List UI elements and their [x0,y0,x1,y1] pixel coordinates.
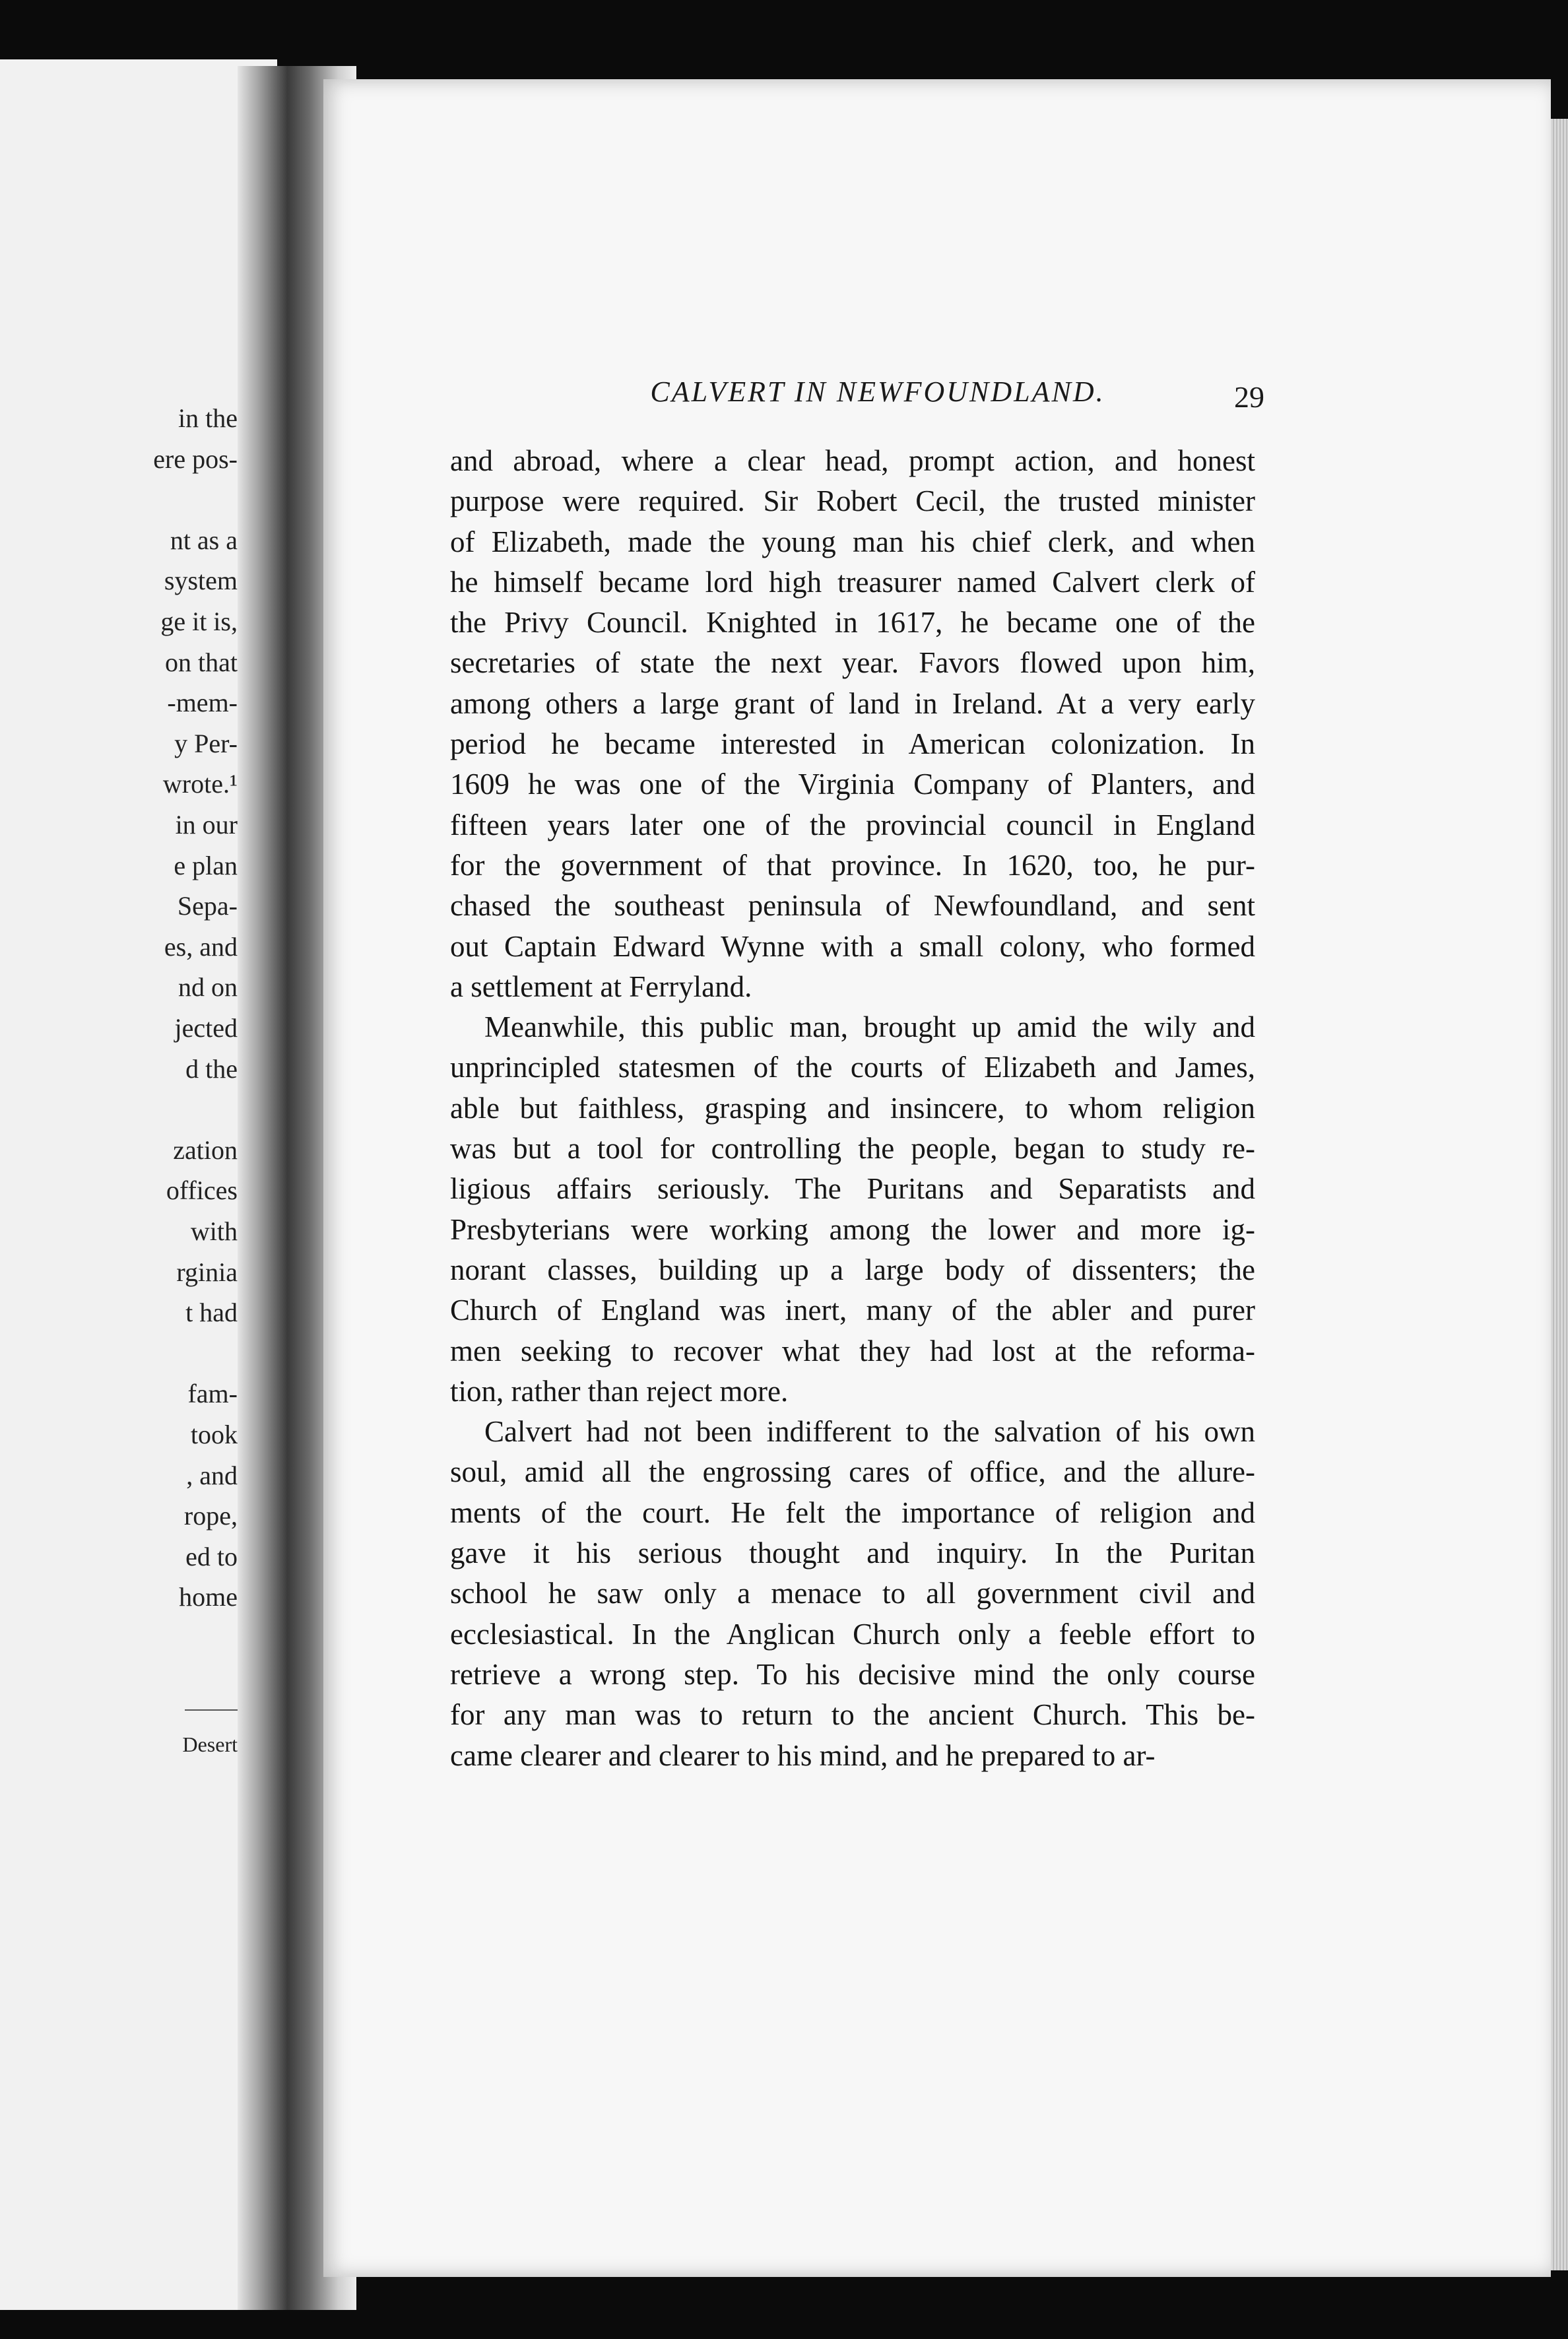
text-line: for the government of that province. In 1620, too, he pur- [450,848,1255,882]
text-line: period he became interested in American colonization. In [450,727,1255,761]
left-page [0,59,277,2310]
text-line: school he saw only a menace to all government civil and [450,1577,1255,1610]
left-page-line: ed to [185,1541,238,1571]
left-page-line: in our [175,810,238,840]
text-line: ments of the court. He felt the importance of religion and [450,1496,1255,1529]
text-line: came clearer and clearer to his mind, and he prepared to ar- [450,1738,1156,1772]
text-line: ecclesiastical. In the Anglican Church only a feeble effort to [450,1617,1255,1651]
left-page-line: zation [173,1135,238,1165]
left-page-line: nd on [178,972,238,1003]
text-line: norant classes, building up a large body of dissenters; the [450,1253,1255,1286]
left-page-line: es, and [164,931,238,962]
page-edges [1551,119,1568,2270]
text-line: the Privy Council. Knighted in 1617, he became one of the [450,606,1255,640]
left-page-line: y Per- [174,728,238,758]
text-line: fifteen years later one of the provincial council in England [450,808,1255,841]
text-line: among others a large grant of land in Ireland. At a very early [450,686,1255,720]
running-head: CALVERT IN NEWFOUNDLAND. [650,376,1105,408]
text-line: gave it his serious thought and inquiry. In the Puritan [450,1536,1255,1570]
left-page-line: ere pos- [153,444,238,474]
left-page-line: on that [165,647,238,677]
left-page-line: fam- [187,1379,238,1409]
text-line: was but a tool for controlling the people, began to study re- [450,1132,1255,1166]
page-number: 29 [1234,380,1264,414]
text-line: Church of England was inert, many of the abler and purer [450,1294,1255,1327]
text-line: tion, rather than reject more. [450,1374,789,1408]
text-line: out Captain Edward Wynne with a small colony, who formed [450,929,1255,963]
paragraph [450,1412,1255,1776]
left-page-line: offices [166,1175,238,1206]
left-page-line: nt as a [170,525,238,555]
text-line: able but faithless, grasping and insincere, to whom religion [450,1091,1255,1125]
left-footnote: Desert [182,1732,238,1756]
left-page-line: t had [185,1298,238,1328]
text-line: for any man was to return to the ancient Church. This be- [450,1698,1255,1732]
text-line: secretaries of state the next year. Favors flowed upon him, [450,646,1255,680]
left-page-line: ge it is, [160,607,238,636]
text-line: of Elizabeth, made the young man his chief clerk, and when [450,525,1255,558]
text-line: chased the southeast peninsula of Newfoundland, and sent [450,889,1255,923]
body-text [450,441,1255,1776]
left-page-line: took [190,1420,238,1449]
text-line: Presbyterians were working among the lower and more ig- [450,1212,1255,1246]
text-line: 1609 he was one of the Virginia Company of Planters, and [450,768,1255,801]
left-page-line: system [164,566,238,596]
left-page-line: d the [185,1053,238,1084]
left-page-line: jected [174,1013,238,1043]
left-page-line: in the [178,403,238,433]
left-page-line: home [179,1582,238,1612]
text-line: a settlement at Ferryland. [450,970,752,1003]
text-line: retrieve a wrong step. To his decisive mind the only course [450,1657,1255,1691]
left-page-line: rope, [183,1501,238,1531]
left-page-line: wrote.¹ [162,769,238,799]
left-page-line: e plan [174,850,238,880]
text-line: Meanwhile, this public man, brought up amid the wily and [484,1010,1255,1044]
text-line: men seeking to recover what they had lost at the reforma- [450,1334,1255,1367]
left-page-line: -mem- [167,688,238,718]
text-line: he himself became lord high treasurer named Calvert clerk of [450,565,1255,599]
paragraph [450,1007,1255,1412]
left-page-line: rginia [176,1257,238,1287]
paragraph [450,441,1255,1007]
text-line: unprincipled statesmen of the courts of Elizabeth and James, [450,1051,1255,1084]
text-line: Calvert had not been indifferent to the salvation of his own [484,1415,1255,1449]
text-line: purpose were required. Sir Robert Cecil, the trusted minister [450,484,1255,518]
text-line: soul, amid all the engrossing cares of office, and the allure- [450,1455,1255,1489]
left-page-line: , and [186,1460,238,1490]
left-page-line: with [190,1216,238,1246]
text-line: ligious affairs seriously. The Puritans and Separatists and [450,1172,1255,1206]
text-line: and abroad, where a clear head, prompt action, and honest [450,444,1255,477]
left-page-line: Sepa- [177,891,238,921]
